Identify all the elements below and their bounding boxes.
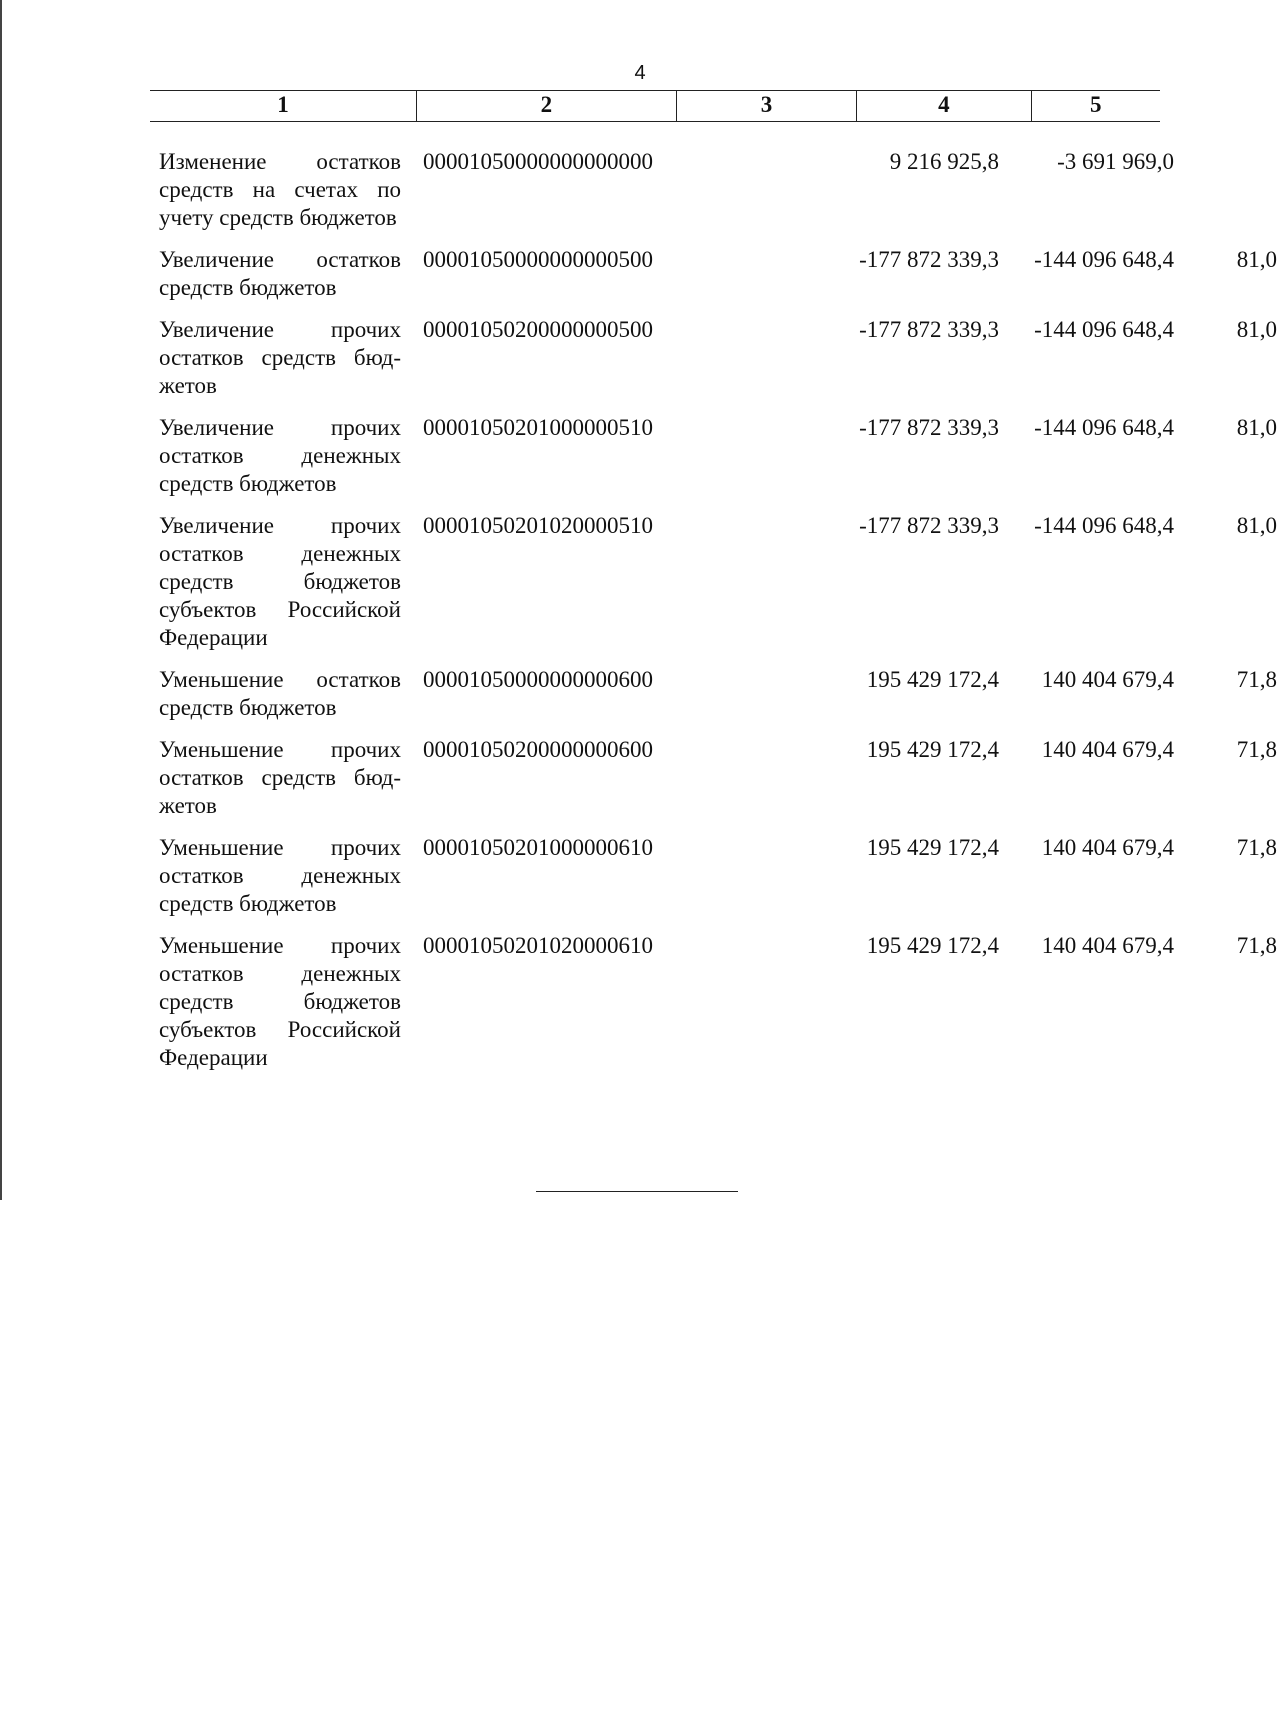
row-name: Уменьшение прочих остатков денежных средств бюджетов [159, 835, 401, 916]
end-rule [536, 1191, 738, 1192]
row-col4: -144 096 648,4 [1034, 513, 1174, 538]
row-code: 00001050200000000600 [423, 737, 653, 762]
row-code: 00001050201020000510 [423, 513, 653, 538]
table-row [159, 666, 1277, 722]
row-code: 00001050000000000500 [423, 247, 653, 272]
row-name: Увеличение прочих остатков денежных средств бюджетов [159, 415, 401, 496]
row-name: Уменьшение прочих остатков денежных средств бюджетов субъектов Российской Федерации [159, 933, 401, 1070]
table-body [159, 148, 1277, 1086]
row-col5: 81,0 [1236, 247, 1277, 272]
row-col3: -177 872 339,3 [859, 247, 999, 272]
row-name: Увеличение прочих остатков средств бюджетов [159, 317, 401, 398]
row-name: Уменьшение прочих остатков средств бюджетов [159, 737, 401, 818]
row-col3: -177 872 339,3 [859, 415, 999, 440]
row-col3: 9 216 925,8 [889, 149, 999, 174]
row-col3: 195 429 172,4 [866, 737, 999, 762]
table-row [159, 246, 1277, 302]
header-col-4: 4 [856, 91, 1030, 121]
row-name: Увеличение остатков средств бюджетов [159, 247, 401, 300]
row-col3: 195 429 172,4 [866, 933, 999, 958]
row-col5: 81,0 [1236, 317, 1277, 342]
row-code: 00001050200000000500 [423, 317, 653, 342]
row-col5: 81,0 [1236, 415, 1277, 440]
table-row [159, 316, 1277, 400]
row-code: 00001050000000000600 [423, 667, 653, 692]
table-row [159, 932, 1277, 1072]
row-col4: -144 096 648,4 [1034, 317, 1174, 342]
row-col4: 140 404 679,4 [1041, 737, 1174, 762]
row-name: Уменьшение остатков средств бюджетов [159, 667, 401, 720]
row-name: Увеличение прочих остатков денежных средств бюджетов субъектов Российской Федерации [159, 513, 401, 650]
row-name: Изменение остатков средств на счетах по учету средств бюджетов [159, 149, 401, 230]
row-code: 00001050201020000610 [423, 933, 653, 958]
row-col4: -144 096 648,4 [1034, 415, 1174, 440]
row-col3: -177 872 339,3 [859, 513, 999, 538]
row-col4: 140 404 679,4 [1041, 667, 1174, 692]
row-col5: 71,8 [1236, 737, 1277, 762]
row-code: 00001050201000000510 [423, 415, 653, 440]
row-col3: 195 429 172,4 [866, 835, 999, 860]
table-header [150, 90, 1160, 122]
row-code: 00001050000000000000 [423, 149, 653, 174]
header-col-2: 2 [416, 91, 676, 121]
row-col3: 195 429 172,4 [866, 667, 999, 692]
row-col4: 140 404 679,4 [1041, 933, 1174, 958]
table-row [159, 736, 1277, 820]
page-number: 4 [634, 62, 646, 84]
header-col-3: 3 [676, 91, 856, 121]
row-code: 00001050201000000610 [423, 835, 653, 860]
table-row [159, 512, 1277, 652]
table-row [159, 834, 1277, 918]
header-col-5: 5 [1031, 91, 1160, 121]
scan-edge [0, 0, 2, 1200]
row-col3: -177 872 339,3 [859, 317, 999, 342]
row-col5: 71,8 [1236, 667, 1277, 692]
row-col4: 140 404 679,4 [1041, 835, 1174, 860]
table-row [159, 148, 1174, 232]
row-col5: 81,0 [1236, 513, 1277, 538]
row-col4: -144 096 648,4 [1034, 247, 1174, 272]
row-col5: 71,8 [1236, 933, 1277, 958]
header-col-1: 1 [277, 92, 289, 117]
table-row [159, 414, 1277, 498]
row-col5: 71,8 [1236, 835, 1277, 860]
row-col4: -3 691 969,0 [1057, 149, 1174, 174]
